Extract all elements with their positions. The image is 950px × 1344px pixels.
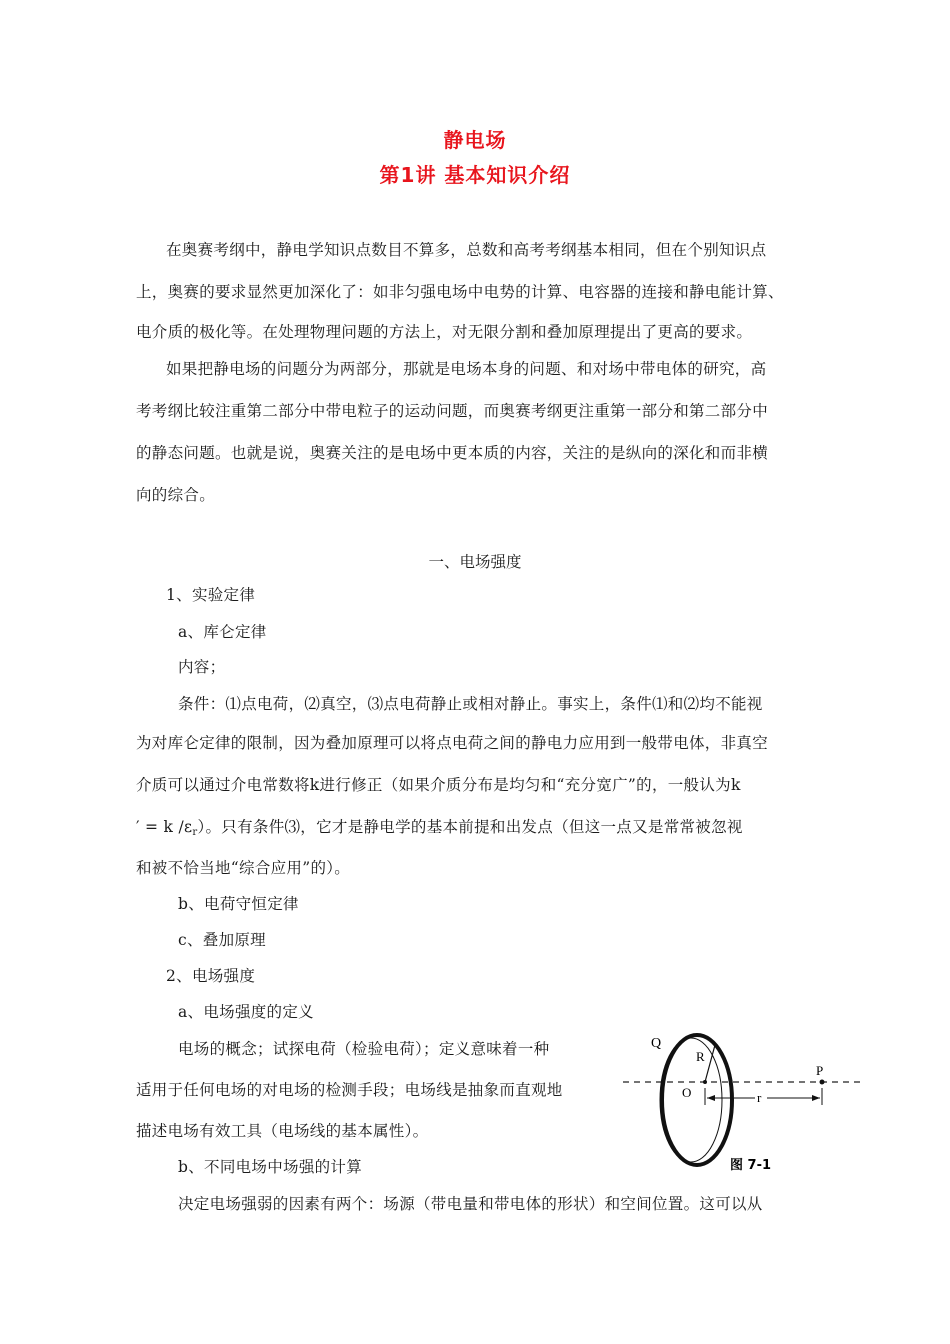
arrowhead-left — [707, 1095, 715, 1101]
paragraph-1-line: 电介质的极化等。在处理物理问题的方法上，对无限分割和叠加原理提出了更高的要求。 — [136, 323, 753, 341]
content-label: 内容； — [178, 658, 226, 676]
section-heading: 一、电场强度 — [428, 553, 522, 571]
center-point — [703, 1080, 707, 1084]
label-r-distance: r — [757, 1090, 762, 1105]
conditions-line: 条件：⑴点电荷，⑵真空，⑶点电荷静止或相对静止。事实上，条件⑴和⑵均不能视 — [178, 695, 763, 713]
label-o: O — [682, 1085, 692, 1100]
point-p — [820, 1080, 825, 1085]
conditions-line: 和被不恰当地“综合应用”的）。 — [136, 859, 351, 877]
subitem-heading: a、库仑定律 — [178, 623, 267, 641]
subitem-heading: a、电场强度的定义 — [178, 1003, 314, 1021]
subitem-heading: b、不同电场中场强的计算 — [178, 1158, 363, 1176]
paragraph-2-line: 如果把静电场的问题分为两部分，那就是电场本身的问题、和对场中带电体的研究，高 — [166, 360, 767, 378]
field-line: 适用于任何电场的对电场的检测手段；电场线是抽象而直观地 — [136, 1081, 563, 1099]
subitem-heading: b、电荷守恒定律 — [178, 895, 299, 913]
page-title: 静电场 — [443, 128, 507, 152]
formula-subscript: r — [192, 827, 198, 838]
paragraph-line: 决定电场强弱的因素有两个：场源（带电量和带电体的形状）和空间位置。这可以从 — [178, 1195, 763, 1213]
paragraph-1-line: 上，奥赛的要求显然更加深化了：如非匀强电场中电势的计算、电容器的连接和静电能计算、 — [136, 283, 784, 301]
page-subtitle: 第1讲 基本知识介绍 — [379, 163, 571, 187]
conditions-line — [136, 815, 743, 838]
conditions-text: ）。只有条件⑶，它才是静电学的基本前提和出发点（但这一点又是常常被忽视 — [197, 818, 743, 836]
paragraph-2-line: 考考纲比较注重第二部分中带电粒子的运动问题，而奥赛考纲更注重第一部分和第二部分中 — [136, 402, 769, 420]
label-r-radius: R — [696, 1049, 705, 1064]
arrowhead-right — [812, 1095, 820, 1101]
paragraph-1-line: 在奥赛考纲中，静电学知识点数目不算多，总数和高考考纲基本相同，但在个别知识点 — [166, 241, 767, 259]
formula-text: ′ = k /ε — [136, 818, 193, 836]
paragraph-2-line: 的静态问题。也就是说，奥赛关注的是电场中更本质的内容，关注的是纵向的深化和而非横 — [136, 444, 769, 462]
item-heading: 1、实验定律 — [166, 586, 256, 604]
figure-caption: 图 7-1 — [730, 1158, 772, 1173]
subitem-heading: c、叠加原理 — [178, 931, 266, 949]
label-q: Q — [651, 1036, 662, 1051]
field-line: 电场的概念；试探电荷（检验电荷）；定义意味着一种 — [178, 1040, 550, 1058]
paragraph-2-line: 向的综合。 — [136, 486, 216, 504]
item-heading: 2、电场强度 — [166, 967, 256, 985]
label-p: P — [816, 1063, 824, 1078]
conditions-line: 为对库仑定律的限制，因为叠加原理可以将点电荷之间的静电力应用到一般带电体，非真空 — [136, 734, 769, 752]
figure-7-1 — [615, 1025, 865, 1175]
conditions-line: 介质可以通过介电常数将k进行修正（如果介质分布是均匀和“充分宽广”的，一般认为k — [136, 776, 741, 794]
field-line: 描述电场有效工具（电场线的基本属性）。 — [136, 1122, 429, 1140]
